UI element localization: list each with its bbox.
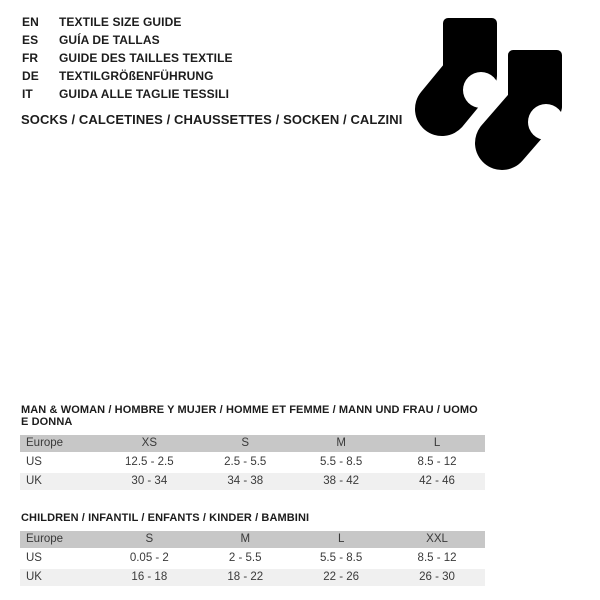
size-cell: 22 - 26 [293, 568, 389, 586]
language-row [22, 49, 233, 67]
table-row [20, 568, 485, 586]
size-cell: 18 - 22 [197, 568, 293, 586]
table-row [20, 453, 485, 472]
size-cell: 8.5 - 12 [389, 453, 485, 472]
size-cell: 12.5 - 2.5 [101, 453, 197, 472]
language-label: GUIDA ALLE TAGLIE TESSILI [59, 87, 230, 101]
language-code: ES [22, 33, 39, 47]
column-header: M [240, 533, 251, 545]
sock-front-shape [442, 18, 499, 109]
size-cell: 38 - 42 [293, 472, 389, 490]
sock-back-shape [502, 50, 564, 143]
size-cell: 30 - 34 [101, 472, 197, 490]
socks-icon [405, 5, 595, 185]
size-cell: 2 - 5.5 [197, 549, 293, 568]
region-label: UK [20, 472, 101, 490]
table-header-row [20, 531, 485, 549]
column-header: XXL [426, 533, 448, 545]
column-header: S [241, 437, 250, 449]
table-heading: MAN & WOMAN / HOMBRE Y MUJER / HOMME ET FEMME / MANN UND FRAU / UOMO E DONNA [21, 404, 478, 428]
column-header: S [145, 533, 154, 545]
language-code: IT [22, 87, 33, 101]
table-row [20, 549, 485, 568]
language-label: GUIDE DES TAILLES TEXTILE [59, 51, 233, 65]
language-list [22, 13, 233, 103]
size-table [20, 531, 485, 586]
column-header: L [433, 437, 441, 449]
column-header: Europe [26, 533, 64, 545]
size-cell: 42 - 46 [389, 472, 485, 490]
size-table-men-women [20, 404, 485, 490]
language-label: TEXTILGRÖßENFÜHRUNG [59, 69, 214, 83]
category-heading: SOCKS / CALCETINES / CHAUSSETTES / SOCKEN / CALZINI [21, 112, 403, 127]
column-header: L [337, 533, 345, 545]
table-header-row [20, 435, 485, 453]
table-row [20, 472, 485, 490]
size-table-children [20, 512, 485, 586]
language-code: EN [22, 15, 39, 29]
size-cell: 8.5 - 12 [389, 549, 485, 568]
language-label: TEXTILE SIZE GUIDE [59, 15, 182, 29]
language-row [22, 31, 233, 49]
region-label: US [20, 453, 101, 472]
column-header: Europe [26, 437, 64, 449]
language-label: GUÍA DE TALLAS [59, 33, 160, 47]
size-cell: 2.5 - 5.5 [197, 453, 293, 472]
language-row [22, 67, 233, 85]
column-header: M [336, 437, 346, 449]
size-cell: 5.5 - 8.5 [293, 549, 389, 568]
size-cell: 16 - 18 [101, 568, 197, 586]
table-heading: CHILDREN / INFANTIL / ENFANTS / KINDER / BAMBINI [21, 512, 310, 524]
size-cell: 0.05 - 2 [101, 549, 197, 568]
language-code: FR [22, 51, 39, 65]
language-row [22, 85, 233, 103]
size-cell: 5.5 - 8.5 [293, 453, 389, 472]
size-cell: 26 - 30 [389, 568, 485, 586]
language-row [22, 13, 233, 31]
size-table [20, 435, 485, 490]
size-cell: 34 - 38 [197, 472, 293, 490]
region-label: US [20, 549, 101, 568]
column-header: XS [141, 437, 157, 449]
region-label: UK [20, 568, 101, 586]
language-code: DE [22, 69, 39, 83]
